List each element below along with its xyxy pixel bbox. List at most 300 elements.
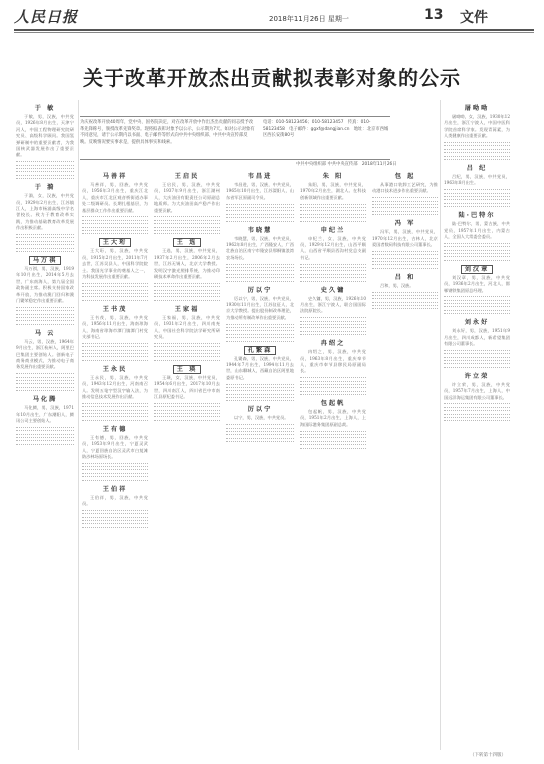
text-line-placeholder [226, 400, 294, 401]
honoree-bio: 吕和，男，汉族。 [380, 282, 414, 288]
text-line-placeholder [300, 321, 366, 322]
honoree-name-text: 陆·巴特尔 [458, 212, 496, 220]
honoree-name-text: 王大珩 [99, 238, 132, 247]
honoree-bio: 申纪兰，女，汉族，中共党员，1929年12月出生，山西平顺人，山西省平顺县西沟村党总支副书记。 [300, 235, 366, 260]
text-line-placeholder [226, 330, 294, 331]
text-line-placeholder [16, 178, 74, 179]
text-line-placeholder [226, 274, 294, 275]
text-line-placeholder [300, 281, 366, 282]
text-line-placeholder [82, 463, 148, 464]
honoree-name [372, 218, 438, 227]
text-line-placeholder [226, 431, 294, 432]
text-line-placeholder [226, 384, 294, 385]
text-line-placeholder [444, 417, 510, 418]
honoree-bio: 史久镛，男，汉族，1926年10月出生，浙江宁波人，联合国国际法院原院长。 [300, 295, 366, 314]
text-line-placeholder [82, 360, 148, 361]
text-line-placeholder [372, 298, 438, 299]
text-line-placeholder [16, 310, 74, 311]
text-line-placeholder [16, 314, 74, 315]
text-line-placeholder [82, 227, 148, 228]
honoree-name-text: 厉以宁 [247, 286, 273, 294]
text-line-placeholder [82, 517, 148, 518]
text-line-placeholder [154, 296, 220, 297]
text-line-placeholder [16, 175, 74, 176]
text-line-placeholder [226, 337, 294, 338]
text-line-placeholder [154, 413, 220, 414]
text-line-placeholder [444, 260, 510, 261]
text-line-placeholder [154, 286, 220, 287]
text-line-placeholder [444, 414, 510, 415]
text-line-placeholder [16, 430, 74, 431]
honoree-bio: 厉以宁，男，汉族，中共党员，1930年11月出生，江苏仪征人，北京大学教授。提出股份制改革理论，为推动所有制改革作出重要贡献。 [226, 295, 294, 320]
text-line-placeholder [444, 407, 510, 408]
honoree-entry [372, 218, 438, 269]
honoree-entry [82, 171, 148, 234]
text-line-placeholder [82, 283, 148, 284]
text-line-placeholder [16, 244, 74, 245]
text-line-placeholder [154, 420, 220, 421]
text-line-placeholder [226, 334, 294, 335]
honoree-name-text: 王 选 [173, 238, 202, 247]
text-line-placeholder [300, 221, 366, 222]
honoree-bio: 马化腾，男，汉族，1971年10月出生，广东潮阳人，腾讯公司主要创始人。 [16, 405, 74, 423]
honoree-name [226, 171, 294, 180]
text-line-placeholder [16, 324, 74, 325]
text-line-placeholder [82, 473, 148, 474]
text-line-placeholder [154, 410, 220, 411]
honoree-entry [16, 182, 74, 252]
text-line-placeholder [444, 199, 510, 200]
text-line-placeholder [16, 377, 74, 378]
text-line-placeholder [82, 513, 148, 514]
honoree-entry [154, 364, 220, 421]
text-line-placeholder [82, 356, 148, 357]
text-line-placeholder [444, 243, 510, 244]
text-line-placeholder [372, 292, 438, 293]
text-line-placeholder [226, 327, 294, 328]
honoree-name [444, 163, 510, 172]
text-line-placeholder [300, 274, 366, 275]
honoree-name [226, 404, 294, 413]
honoree-name-text: 申纪兰 [320, 226, 346, 234]
text-line-placeholder [300, 448, 366, 449]
text-line-placeholder [16, 241, 74, 242]
honoree-name [16, 394, 74, 403]
honoree-entry [300, 285, 366, 336]
text-line-placeholder [300, 214, 366, 215]
honoree-bio: 于漪，女，汉族，中共党员，1929年2月出生，江苏镇江人，上海市杨浦高级中学名誉校长。致力于教育改革实践，为推动基础教育改革发展作出积极贡献。 [16, 193, 74, 231]
honoree-name-text: 王伯祥 [102, 485, 128, 493]
honoree-bio: 屠呦呦，女，汉族，1930年12月出生，浙江宁波人，中国中医科学院首席科学家。发现青蒿素，为人类健康作出重要贡献。 [444, 114, 510, 139]
honoree-bio: 从事港口装卸工艺研究，为推动港口技术进步作出重要贡献。 [372, 182, 438, 194]
honoree-name-text: 王 瑛 [173, 365, 202, 374]
honoree-name-text: 韦晓慧 [247, 226, 273, 234]
page-number: 13 [424, 7, 444, 23]
text-line-placeholder [300, 387, 366, 388]
text-line-placeholder [444, 357, 510, 358]
text-line-placeholder [82, 403, 148, 404]
text-line-placeholder [444, 353, 510, 354]
text-line-placeholder [226, 324, 294, 325]
honoree-name [82, 364, 148, 373]
honoree-bio: 王家福，男，汉族，中共党员，1931年2月出生，四川南充人，中国社会科学院法学研究所研究员。 [154, 314, 220, 339]
text-line-placeholder [372, 308, 438, 309]
text-line-placeholder [300, 217, 366, 218]
honoree-bio: 马善祥，男，回族，中共党员，1956年3月出生，重庆江北人，重庆市江北区观音桥街道办事处二级调研员。长期扎根基层，为基层群众工作作出重要贡献。 [82, 182, 148, 213]
text-line-placeholder [300, 277, 366, 278]
honoree-name [444, 210, 510, 219]
text-line-placeholder [372, 214, 438, 215]
text-line-placeholder [154, 353, 220, 354]
text-line-placeholder [16, 373, 74, 374]
text-line-placeholder [82, 290, 148, 291]
text-line-placeholder [444, 142, 510, 143]
text-line-placeholder [372, 258, 438, 259]
honoree-name [300, 338, 366, 347]
honoree-bio: 以宁，男，汉族，中共党员。 [234, 415, 289, 421]
text-line-placeholder [226, 441, 294, 442]
text-line-placeholder [372, 204, 438, 205]
text-line-placeholder [300, 444, 366, 445]
text-line-placeholder [82, 350, 148, 351]
text-line-placeholder [154, 350, 220, 351]
text-line-placeholder [444, 250, 510, 251]
honoree-name [154, 171, 220, 180]
honoree-bio: 马万祺，男，汉族，1919年10月出生，2014年5月去世，广东南海人，第九届全国政协副主席。积极支持国家改革开放，为推动澳门回归和澳门繁荣稳定作出重要贡献。 [16, 265, 74, 303]
text-line-placeholder [16, 427, 74, 428]
text-line-placeholder [300, 267, 366, 268]
text-line-placeholder [444, 203, 510, 204]
text-line-placeholder [82, 476, 148, 477]
honoree-name-text: 于 漪 [34, 184, 56, 192]
honoree-bio: 吕纪，男，汉族，中共党员，1963年8月出生。 [444, 173, 510, 186]
text-line-placeholder [82, 223, 148, 224]
masthead [14, 6, 534, 28]
text-line-placeholder [154, 290, 220, 291]
text-line-placeholder [444, 156, 510, 157]
text-line-placeholder [82, 527, 148, 528]
text-line-placeholder [226, 387, 294, 388]
text-line-placeholder [82, 353, 148, 354]
text-line-placeholder [154, 233, 220, 234]
text-line-placeholder [82, 233, 148, 234]
honoree-entry [226, 225, 294, 282]
honoree-bio: 韦昌进，男，汉族，中共党员，1965年10月出生，江苏溧阳人，山东省军区原副司令员。 [226, 182, 294, 200]
text-line-placeholder [444, 256, 510, 257]
text-line-placeholder [226, 207, 294, 208]
honoree-name-text: 韦昌进 [247, 173, 273, 180]
honoree-entry [226, 404, 294, 442]
honoree-name [154, 364, 220, 373]
honoree-name-text: 于 敏 [34, 105, 56, 112]
text-line-placeholder [82, 406, 148, 407]
text-line-placeholder [154, 223, 220, 224]
text-line-placeholder [444, 145, 510, 146]
text-line-placeholder [226, 428, 294, 429]
text-line-placeholder [226, 214, 294, 215]
honoree-bio: 王永民，男，汉族，中共党员，1943年12月出生，河南南召人。发明五笔字型汉字输入法，为推动信息技术发展作出贡献。 [82, 374, 148, 399]
text-line-placeholder [226, 390, 294, 391]
honoree-name [82, 424, 148, 433]
text-line-placeholder [226, 281, 294, 282]
text-line-placeholder [82, 293, 148, 294]
text-line-placeholder [300, 334, 366, 335]
honoree-bio: 许立荣，男，汉族，中共党员，1957年7月出生，上海人，中国远洋海运集团有限公司董事长。 [444, 381, 510, 400]
honoree-bio: 王启民，男，汉族，中共党员，1937年9月出生，浙江湖州人，大庆油田有限责任公司原副总地质师。为大庆油田高产稳产作出重要贡献。 [154, 182, 220, 213]
text-line-placeholder [82, 413, 148, 414]
honoree-entry [82, 304, 148, 361]
honoree-entry [444, 163, 510, 207]
honoree-name-text: 刘永好 [464, 319, 490, 327]
text-line-placeholder [300, 431, 366, 432]
honoree-bio: 孔繁森，男，汉族，中共党员，1944年7月出生，1994年11月去世，山东聊城人，西藏自治区阿里地委原书记。 [226, 355, 294, 380]
section-title: 文件 [460, 10, 488, 26]
text-line-placeholder [154, 227, 220, 228]
honoree-entry [372, 272, 438, 310]
honoree-entry [16, 328, 74, 391]
honoree-entry [82, 364, 148, 421]
column-4 [226, 168, 294, 750]
honoree-name-text: 朱 阳 [322, 173, 344, 180]
text-line-placeholder [300, 270, 366, 271]
text-line-placeholder [154, 220, 220, 221]
honoree-bio: 王大珩，男，汉族，中共党员，1915年2月出生，2011年7月去世，江苏吴县人，中国科学院院士。我国光学事业的奠基人之一，为科技发展作出重要贡献。 [82, 248, 148, 279]
text-line-placeholder [226, 221, 294, 222]
text-line-placeholder [226, 210, 294, 211]
text-line-placeholder [82, 410, 148, 411]
text-line-placeholder [300, 377, 366, 378]
honoree-name [16, 103, 74, 112]
honoree-entry [372, 171, 438, 215]
honoree-name-text: 王书茂 [102, 305, 128, 313]
text-line-placeholder [16, 317, 74, 318]
honoree-name [82, 304, 148, 313]
column-2 [82, 168, 148, 750]
honoree-name-text: 冯 军 [394, 220, 416, 228]
text-line-placeholder [82, 480, 148, 481]
honoree-bio: 王有德，男，回族，中共党员，1953年9月出生，宁夏灵武人，宁夏回族自治区灵武市白芨滩防沙林场原场长。 [82, 434, 148, 459]
honoree-bio: 冉绍之，男，汉族，中共党员，1963年8月出生，重庆奉节人，重庆市奉节县移民局原副局长。 [300, 349, 366, 374]
column-1 [16, 100, 74, 750]
honoree-name-text: 王启民 [174, 173, 200, 180]
text-line-placeholder [372, 268, 438, 269]
honoree-entry [226, 345, 294, 402]
honoree-name [226, 225, 294, 234]
text-line-placeholder [444, 303, 510, 304]
text-line-placeholder [300, 207, 366, 208]
text-line-placeholder [154, 293, 220, 294]
text-line-placeholder [444, 206, 510, 207]
honoree-name [226, 345, 294, 354]
text-line-placeholder [82, 346, 148, 347]
text-line-placeholder [16, 437, 74, 438]
text-line-placeholder [444, 149, 510, 150]
text-line-placeholder [226, 394, 294, 395]
text-line-placeholder [444, 159, 510, 160]
text-line-placeholder [300, 384, 366, 385]
text-line-placeholder [16, 444, 74, 445]
continuation-note: （下转第十四版） [470, 753, 506, 758]
honoree-bio: 马云，男，汉族，1964年9月出生，浙江杭州人，阿里巴巴集团主要创始人。创新电子商务商业模式，为推动电子商务发展作出重要贡献。 [16, 338, 74, 370]
text-line-placeholder [444, 193, 510, 194]
honoree-name-text: 马化腾 [32, 396, 58, 404]
honoree-name-text: 吕 和 [394, 273, 416, 281]
text-line-placeholder [444, 410, 510, 411]
honoree-entry [154, 237, 220, 300]
honoree-name [16, 255, 74, 264]
text-line-placeholder [154, 343, 220, 344]
text-line-placeholder [16, 168, 74, 169]
notice-contact: 电话：010-58123456；010-58123457 传真：010-58123458 电子邮件：ggxf@dangjian.cn 地址：北京市西城区西长安街80号 [263, 120, 389, 139]
honoree-entry [444, 210, 510, 261]
text-line-placeholder [16, 161, 74, 162]
text-line-placeholder [82, 510, 148, 511]
text-line-placeholder [372, 201, 438, 202]
text-line-placeholder [444, 300, 510, 301]
text-line-placeholder [16, 390, 74, 391]
text-line-placeholder [444, 189, 510, 190]
honoree-bio: 冯军，男，汉族，中共党员，1970年12月出生，吉林人，北京爱国者数码科技有限公司董事长。 [372, 229, 438, 247]
honoree-name-text: 马万祺 [29, 256, 62, 265]
honoree-entry [444, 103, 510, 160]
text-line-placeholder [300, 317, 366, 318]
honoree-name-text: 孔繁森 [244, 346, 277, 355]
text-line-placeholder [300, 394, 366, 395]
text-line-placeholder [154, 356, 220, 357]
honoree-name [444, 264, 510, 273]
honoree-entry [444, 317, 510, 368]
text-line-placeholder [372, 207, 438, 208]
text-line-placeholder [300, 331, 366, 332]
honoree-bio: 陆·巴特尔，男，蒙古族，中共党员，1957年1月出生，内蒙古人，全国人大常委会委员。 [444, 221, 510, 239]
text-line-placeholder [226, 267, 294, 268]
honoree-entry [82, 484, 148, 528]
honoree-name [300, 285, 366, 294]
text-line-placeholder [82, 469, 148, 470]
text-line-placeholder [82, 420, 148, 421]
honoree-bio: 朱阳，男，汉族，中共党员，1970年2月出生，湖北人。在科技创新领域作出重要贡献。 [300, 182, 366, 200]
honoree-bio: 韦晓慧，男，汉族，中共党员，1962年8月出生，广西隆安人，广西壮族自治区南宁市隆安县那桐镇浪湾农场场长。 [226, 235, 294, 260]
honoree-name-text: 王家福 [174, 305, 200, 313]
text-line-placeholder [82, 466, 148, 467]
text-line-placeholder [82, 286, 148, 287]
text-line-placeholder [444, 196, 510, 197]
text-line-placeholder [300, 391, 366, 392]
text-line-placeholder [226, 204, 294, 205]
text-line-placeholder [444, 350, 510, 351]
honoree-name-text: 王永民 [102, 365, 128, 373]
text-line-placeholder [444, 367, 510, 368]
honoree-name [16, 182, 74, 191]
text-line-placeholder [372, 305, 438, 306]
honoree-entry [226, 171, 294, 222]
notice-footer: 中共中央组织部 中共中央宣传部 2018年11月26日 [296, 162, 397, 167]
honoree-name-text: 厉以宁 [247, 406, 273, 414]
honoree-bio: 王选，男，汉族，中共党员，1937年2月出生，2006年2月去世，江苏无锡人，北京大学教授。发明汉字激光照排系统，为推动印刷技术革命作出重要贡献。 [154, 248, 220, 279]
text-line-placeholder [300, 264, 366, 265]
honoree-name [300, 171, 366, 180]
text-line-placeholder [226, 270, 294, 271]
text-line-placeholder [444, 403, 510, 404]
honoree-entry [444, 371, 510, 422]
honoree-entry [154, 171, 220, 234]
text-line-placeholder [444, 253, 510, 254]
text-line-placeholder [444, 420, 510, 421]
column-3 [154, 168, 220, 750]
honoree-name [16, 328, 74, 337]
text-line-placeholder [372, 254, 438, 255]
text-line-placeholder [82, 520, 148, 521]
honoree-name [300, 398, 366, 407]
text-line-placeholder [444, 296, 510, 297]
honoree-entry [300, 225, 366, 282]
honoree-name [154, 237, 220, 246]
text-line-placeholder [82, 296, 148, 297]
text-line-placeholder [372, 261, 438, 262]
honoree-name [444, 103, 510, 112]
masthead-rule-thin [14, 32, 534, 33]
text-line-placeholder [82, 416, 148, 417]
honoree-entry [16, 394, 74, 445]
text-line-placeholder [372, 211, 438, 212]
honoree-name [82, 171, 148, 180]
text-line-placeholder [300, 437, 366, 438]
honoree-name-text: 冉绍之 [320, 340, 346, 348]
text-line-placeholder [82, 220, 148, 221]
text-line-placeholder [154, 360, 220, 361]
honoree-entry [16, 103, 74, 179]
text-line-placeholder [82, 343, 148, 344]
text-line-placeholder [300, 324, 366, 325]
honoree-name-text: 刘汉章 [461, 265, 494, 274]
honoree-name-text: 许立荣 [464, 372, 490, 380]
text-line-placeholder [372, 251, 438, 252]
text-line-placeholder [300, 434, 366, 435]
honoree-name-text: 包起帆 [320, 400, 346, 408]
text-line-placeholder [16, 248, 74, 249]
honoree-entry [444, 264, 510, 315]
honoree-name [372, 171, 438, 180]
notice-text: 为庆祝改革开放40周年，党中央、国务院决定，对在改革开放中作出杰出贡献的同志授予改革先锋称号，颁授改革先锋奖章。现将拟表彰对象予以公示，公示期为7天。如对公示对象有不同意见，请于公示期内以书面、电子邮件等形式向中共中央组织部、中共中央宣传部反映。反映情况要实事求是，提供具体事实和线索。 [80, 120, 255, 145]
text-line-placeholder [444, 363, 510, 364]
text-line-placeholder [16, 434, 74, 435]
honoree-name [444, 371, 510, 380]
honoree-name [154, 304, 220, 313]
issue-date: 2018年11月26日 星期一 [269, 15, 349, 23]
text-line-placeholder [82, 523, 148, 524]
text-line-placeholder [154, 283, 220, 284]
text-line-placeholder [82, 216, 148, 217]
honoree-entry [300, 171, 366, 222]
text-line-placeholder [16, 251, 74, 252]
text-line-placeholder [372, 302, 438, 303]
newspaper-logo: 人民日报 [14, 8, 79, 26]
text-line-placeholder [16, 440, 74, 441]
honoree-name [300, 225, 366, 234]
honoree-name [226, 285, 294, 294]
text-line-placeholder [300, 381, 366, 382]
honoree-bio: 刘汉章，男，汉族，中共党员，1936年2月出生，河北人，邯郸钢铁集团原总经理。 [444, 274, 510, 293]
honoree-name-text: 王有德 [102, 425, 128, 433]
honoree-name-text: 包 起 [394, 173, 416, 180]
honoree-entry [16, 255, 74, 325]
text-line-placeholder [300, 210, 366, 211]
honoree-entry [82, 424, 148, 481]
column-divider [78, 100, 79, 750]
honoree-name-text: 吕 纪 [466, 164, 488, 172]
column-5 [300, 168, 366, 750]
honoree-bio: 王伯祥，男，汉族，中共党员。 [82, 494, 148, 507]
